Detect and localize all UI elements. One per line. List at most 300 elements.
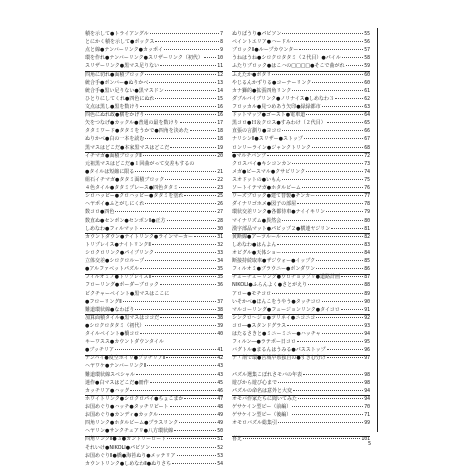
toc-entry-page: 31 [217,234,223,240]
toc-entry-title: カナ獅的●拡張四角リンク [232,87,292,94]
toc-entry [232,208,370,216]
toc-entry-title: 元祖黒マスはどこだ●１回曲がって交差もするの [85,160,195,167]
toc-entry-page: 95 [364,340,370,346]
toc-entry-title: チューチューリング●ウロチョップリ●道路計画 [232,274,340,281]
toc-leader-dots [282,130,363,131]
toc-entry [232,152,370,160]
toc-leader-dots [306,171,363,172]
toc-entry-page: 81 [364,226,370,232]
toc-entry [232,281,370,289]
toc-entry [232,111,370,119]
toc-entry [232,338,370,346]
toc-entry-page: 40 [217,332,223,338]
row-group-rule [232,436,370,437]
toc-entry-page: 10 [217,56,223,62]
toc-leader-dots [160,317,216,318]
row-group-rule [85,71,223,72]
toc-entry-title: アロー●モチコロ [232,290,272,297]
toc-entry-title: フロッカル●見つめあう矢印●緑緑都市 [232,103,321,110]
toc-entry-page: 42 [217,356,223,362]
toc-entry-title: スリザーリンク●黒マス足りない [85,63,160,70]
toc-entry-title: お国めぐり●カンディ●カックル [85,412,159,419]
toc-entry [85,184,223,192]
toc-entry [232,135,370,143]
toc-entry-title: それいけ●NIKOLI●パピソン [85,444,151,451]
toc-leader-dots [149,82,216,83]
toc-entry-title: 四角リンクⅡ●３●カントリーロード [85,436,167,443]
toc-entry-title: お国めぐり●ハッチ●タッチリピート [85,404,169,411]
toc-entry [85,306,223,314]
toc-leader-dots [130,390,216,391]
toc-leader-dots [155,252,216,253]
toc-leader-dots [297,341,363,342]
toc-entry-title: ●シロクロタタミ（初代） [85,322,145,329]
toc-entry-title: ピクチャーペイント●黒マスはここに [85,290,170,297]
toc-entry-title: ●マルチバンプ [232,152,267,159]
toc-leader-dots [167,438,216,439]
toc-entry-page: 7 [220,32,223,37]
toc-entry-title: マルコーリング●フュージョンリンク●タイコロ [232,306,340,313]
toc-entry [85,87,223,95]
toc-entry-page: 30 [217,226,223,232]
toc-entry-title: ゲサケイン型ビー（後編） [232,412,292,419]
toc-leader-dots [170,406,217,407]
toc-entry-title: フィルオミノ●トリプレイスⅡ [85,274,151,281]
toc-entry-title: 難道環状線スペシャル [85,371,135,378]
toc-leader-dots [145,138,216,139]
toc-entry-page: 84 [364,250,370,256]
toc-leader-dots [322,301,364,302]
toc-entry-page: 22 [217,177,223,183]
toc-entry [232,322,370,330]
toc-entry-title: フィルオミ●ブラウニー●ボンダワン [232,266,316,273]
toc-entry [232,217,370,225]
toc-leader-dots [298,398,363,399]
toc-entry-title: キーワスス●カウントダウンタイル [85,339,164,346]
toc-entry-page: 38 [217,307,223,313]
toc-entry-title: フィルン―●ラテボー日コロ [232,339,296,346]
toc-entry-page: 56 [364,40,370,46]
toc-entry [232,265,370,273]
toc-entry-page: 38 [217,315,223,321]
toc-entry-title: お国めぐりⅡ●橋●海苔ぬり●メッテリア [85,452,176,459]
toc-entry-page: 48 [217,405,223,411]
toc-entry-page: 98 [364,372,370,378]
toc-entry-page: 35 [217,275,223,281]
toc-leader-dots [292,90,363,91]
row-group-rule [85,233,223,234]
toc-leader-dots [180,122,217,123]
toc-entry [85,444,223,452]
toc-entry-page: 12 [217,72,223,78]
toc-entry [85,217,223,225]
toc-leader-dots [140,106,216,107]
toc-entry-title: しめなわ●フィルマット [85,225,139,232]
toc-entry-title: 四角に切れ●面積ブロック [85,71,145,78]
toc-entry-title: 難道環状線●なわばり [85,306,135,313]
toc-spacer [232,362,370,370]
toc-entry-title: NIKOLI●ふらんよく●さとがえり [232,282,308,289]
toc-entry-title: ぬりばうり●パピソン [232,31,282,37]
toc-entry-title: 喜え [232,436,243,443]
toc-leader-dots [179,187,216,188]
toc-entry-page: 43 [217,372,223,378]
toc-entry-title: やじるんかずりる●コーナーリンク [232,79,312,86]
toc-leader-dots [204,57,216,58]
toc-entry [232,419,370,427]
toc-entry [232,241,370,249]
toc-entry-title: ４色タイル●タタミプレース●四色タタミ [85,185,179,192]
row-group-rule [232,192,370,193]
row-group-rule [232,233,370,234]
toc-leader-dots [174,430,216,431]
toc-leader-dots [306,114,363,115]
toc-entry-page: 67 [364,137,370,143]
toc-leader-dots [282,236,363,237]
toc-entry-page: 90 [364,299,370,305]
toc-leader-dots [272,74,363,75]
toc-entry-page: 97 [364,356,370,362]
toc-entry-page: 41 [217,348,223,354]
toc-leader-dots [327,357,363,358]
toc-entry-page: 49 [217,413,223,419]
toc-entry [85,257,223,265]
toc-entry-title: メガ●ピースマル●クサビリンク [232,168,306,175]
toc-entry [85,176,223,184]
toc-leader-dots [316,195,363,196]
toc-entry-page: 39 [217,323,223,329]
toc-entry-page: 99 [364,421,370,427]
toc-leader-dots [292,406,363,407]
toc-entry [232,403,370,411]
toc-entry-page: 89 [364,291,370,297]
toc-leader-dots [327,122,363,123]
toc-entry-page: 91 [364,307,370,313]
toc-entry-title: 遊びから遊び心まで [232,379,278,386]
toc-entry-page: 25 [217,194,223,200]
toc-entry [232,144,370,152]
toc-leader-dots [303,374,363,375]
toc-entry-page: 58 [364,56,370,62]
toc-entry-title: ●アルファベットパズル [85,266,139,273]
toc-entry-title: ひとりにしてくれ●四色にぬれ [85,95,155,102]
toc-entry [85,95,223,103]
toc-leader-dots [277,244,363,245]
toc-leader-dots [140,268,216,269]
toc-entry-page: 75 [364,177,370,183]
toc-entry-page: 49 [217,421,223,427]
toc-entry-title: タイルペイント●橋コロ [85,331,140,338]
toc-entry-page: 17 [217,121,223,127]
toc-leader-dots [145,203,216,204]
toc-entry-title: ふえたか●ボタリ [232,71,272,78]
toc-entry-page: 83 [364,242,370,248]
toc-entry-page: 72 [364,153,370,159]
toc-entry-page: 61 [364,88,370,94]
toc-entry-title: 環を作れ●ナンバーリンク●スリザーリンク（初代） [85,55,203,62]
toc-entry-title: スオドットの●いもん [232,176,282,183]
toc-entry-page: 46 [217,388,223,394]
toc-entry [232,160,370,168]
toc-entry [85,54,223,62]
toc-leader-dots [184,195,216,196]
toc-leader-dots [316,260,363,261]
toc-leader-dots [302,187,363,188]
toc-entry-title: 積を示して●トライアングル [85,31,149,37]
toc-entry [85,119,223,127]
toc-entry-title: カッチリア●ハッグ [85,387,130,394]
toc-entry-page: 43 [217,364,223,370]
toc-entry [85,460,223,468]
toc-entry-title: ゲサケイン型ビー（前編） [232,404,292,411]
toc-right-column [232,30,370,444]
row-group-rule [85,436,223,437]
toc-entry [232,46,370,54]
toc-entry-title: 文点は黒し●黒を数けり [85,103,140,110]
toc-leader-dots [184,398,216,399]
toc-entry-page: 23 [217,186,223,192]
toc-entry [232,200,370,208]
toc-entry-title: ワーズブロック●建て替製●チンカー [232,193,316,200]
toc-entry [85,281,223,289]
toc-entry [85,152,223,160]
toc-entry [232,71,370,79]
toc-entry [232,79,370,87]
toc-leader-dots [341,276,363,277]
toc-entry-title: カウントリンク●しめなわⅡ●ぬりさち [85,460,172,467]
toc-entry-page: 28 [217,218,223,224]
toc-entry-title: ●タイルは短縮に限る [85,168,135,175]
toc-entry-title: ●フローリングⅡ [85,298,122,305]
toc-entry [85,265,223,273]
row-group-rule [85,111,223,112]
toc-leader-dots [312,147,363,148]
page-margin-rule [377,28,378,432]
toc-entry [85,208,223,216]
toc-entry [85,419,223,427]
toc-entry-title: 迷作●白マスはどこだ●冊作 [85,379,149,386]
toc-leader-dots [293,390,363,391]
toc-entry-title: ダイナリゴホメ●図子の部屋 [232,201,297,208]
toc-entry-title: ぬりかべ●白の一本を読む [85,136,145,143]
toc-entry [85,241,223,249]
toc-leader-dots [272,293,363,294]
toc-entry-page: 88 [364,283,370,289]
toc-spacer [232,427,370,435]
toc-entry [85,225,223,233]
toc-entry-title: いそかべ●ほんこをうやう●タッチコロ [232,298,321,305]
toc-entry-title: 数直ぬ●センボン●センボンⅡ●正方 [85,217,166,224]
toc-entry-title: ナ・剤で環●宮城早県独自の●すきむ分け [232,355,326,362]
toc-entry-title: コロ―●スタンドグラス [232,322,287,329]
toc-entry [232,184,370,192]
toc-entry-title: パズル選集こぼれさモバの年表 [232,371,303,378]
toc-leader-dots [155,41,219,42]
toc-entry-title: うねはうね●シロクロタタミ（２代目）●パイル [232,55,341,62]
toc-entry-page: 62 [364,96,370,102]
toc-leader-dots [308,284,363,285]
toc-entry-title: 統合手●ボンバー●ぬりかべ [85,79,149,86]
toc-leader-dots [322,333,364,334]
toc-entry [85,127,223,135]
page-number: 5 [368,441,372,447]
toc-leader-dots [145,74,216,75]
row-group-rule [232,111,370,112]
toc-entry-page: 26 [217,202,223,208]
toc-entry-page: 21 [217,169,223,175]
toc-entry-page: 68 [364,145,370,151]
toc-entry [232,119,370,127]
toc-entry-title: ナリシンⅡ●スリザー●ストップ [232,136,303,143]
toc-entry-page: 65 [364,121,370,127]
toc-leader-dots [165,90,216,91]
toc-leader-dots [282,252,363,253]
toc-entry-page: 32 [217,242,223,248]
toc-entry-page: 18 [217,137,223,143]
toc-entry-page: 94 [364,396,370,402]
toc-entry-page: 82 [364,234,370,240]
toc-entry [85,160,223,168]
toc-entry-page: 36 [217,283,223,289]
toc-leader-dots [145,260,216,261]
toc-entry-title: イチマガ●面積ブロックⅡ [85,152,142,159]
toc-entry [232,411,370,419]
toc-leader-dots [145,325,216,326]
toc-entry-title: とにかく積を示して●ボックス [85,39,155,46]
toc-leader-dots [341,309,363,310]
toc-leader-dots [164,49,219,50]
toc-entry [232,290,370,298]
toc-entry-page: 76 [364,186,370,192]
toc-entry-page: 92 [364,315,370,321]
toc-entry-page: 33 [217,250,223,256]
toc-entry-title: 立体交差●シロクロループ [85,258,145,265]
toc-entry-page: 96 [364,348,370,354]
toc-entry-title: 組石イチマガ●タタミ面積ブロック [85,176,165,183]
toc-entry-title: ホワイトリンク●シロクロパイ●ちょこまか [85,395,184,402]
toc-entry-page: 9 [220,48,223,54]
toc-entry [232,306,370,314]
toc-entry-title: クロスバイ●キシコンカン [232,160,292,167]
toc-entry [85,346,223,354]
toc-entry [232,87,370,95]
toc-leader-dots [297,203,363,204]
toc-leader-dots [331,228,363,229]
toc-leader-dots [177,455,217,456]
toc-leader-dots [172,463,216,464]
toc-entry [232,387,370,395]
toc-entry-title: ドットマップ●ゴースト●電車道 [232,112,306,119]
toc-entry-title: シンクロ〜ジョ●ツリネイ●ニコニコ [232,314,316,321]
toc-entry-page: 94 [364,332,370,338]
toc-entry [232,346,370,354]
toc-entry-page: 51 [217,437,223,443]
toc-entry [232,298,370,306]
toc-leader-dots [145,114,216,115]
toc-entry-title: 点と線●ナンバーリンク●カッポイ [85,47,163,54]
toc-entry-title: シロクロリンク●パイプリンク [85,249,154,256]
toc-entry-title: ヘヤワケ●ナンバーリンクⅡ [85,363,147,370]
toc-entry [85,79,223,87]
toc-leader-dots [150,382,216,383]
toc-leader-dots [346,65,364,66]
toc-entry-title: オモバ作家たちに聞いてみた [232,395,298,402]
toc-entry-page: 78 [364,202,370,208]
toc-entry-title: パズルの命名は意外と大変 [232,387,293,394]
toc-entry [232,176,370,184]
toc-entry-page: 16 [217,113,223,119]
toc-entry [85,290,223,298]
toc-entry-page: 53 [217,453,223,459]
toc-entry-title: はたるさきと●ミニーミニー●ハッチャ [232,331,321,338]
toc-leader-dots [267,155,363,156]
toc-entry [232,30,370,38]
toc-entry-title: しめなわ●はんよん [232,241,277,248]
toc-leader-dots [147,365,216,366]
toc-entry-page: 59 [364,64,370,70]
toc-entry-page: 20 [217,153,223,159]
toc-leader-dots [167,220,217,221]
toc-leader-dots [335,98,363,99]
toc-entry-title: ●ブッチリア [85,347,115,354]
toc-entry [85,200,223,208]
toc-leader-dots [152,244,216,245]
toc-entry-title: 直張の言劃り●ヨコロ [232,128,282,135]
toc-entry [232,95,370,103]
toc-leader-dots [159,414,216,415]
toc-entry-title: ソートイテマガ●ホタルビーム [232,185,301,192]
toc-entry-page: 98 [364,380,370,386]
toc-entry-page: 57 [364,48,370,54]
toc-entry-page: 77 [364,194,370,200]
row-group-rule [85,152,223,153]
toc-entry-page: 74 [364,169,370,175]
toc-entry-title: 黒マスはどこだ●本家黒マスはどこだ [85,144,170,151]
toc-entry [232,249,370,257]
toc-entry-page: 37 [217,299,223,305]
toc-entry-title: 矢をつなげ●カックル●普通の最を数けり [85,120,179,127]
toc-entry [85,46,223,54]
table-of-contents [85,30,375,467]
toc-leader-dots [304,138,363,139]
toc-entry-page: 80 [364,218,370,224]
toc-entry [85,427,223,435]
toc-entry-title: タタミワード●タタミをうかで●四角を決めた [85,128,189,135]
toc-entry-page: 94 [364,388,370,394]
toc-entry-page: 11 [217,64,223,70]
row-group-rule [85,355,223,356]
toc-entry-page: 13 [217,80,223,86]
toc-entry [85,62,223,70]
toc-leader-dots [143,155,216,156]
toc-entry [232,192,370,200]
toc-entry-title: カウントダウン●ナイトリンク●ラインマーカー [85,233,194,240]
toc-leader-dots [151,447,216,448]
toc-entry [232,257,370,265]
toc-entry-title: 黒コロ●Ｈ＆クロス●すみわけ（２代目） [232,120,326,127]
toc-entry-page: 18 [217,129,223,135]
toc-entry [85,387,223,395]
toc-entry-title: 断接持続取車●ザジウォー●イップク [232,258,316,265]
toc-entry [85,71,223,79]
toc-entry-title: ロンリーライン●ジャンクトリンク [232,144,311,151]
toc-entry [232,62,370,70]
toc-entry [85,298,223,306]
toc-leader-dots [155,98,216,99]
toc-leader-dots [342,57,363,58]
toc-leader-dots [160,65,216,66]
toc-entry [232,38,370,46]
